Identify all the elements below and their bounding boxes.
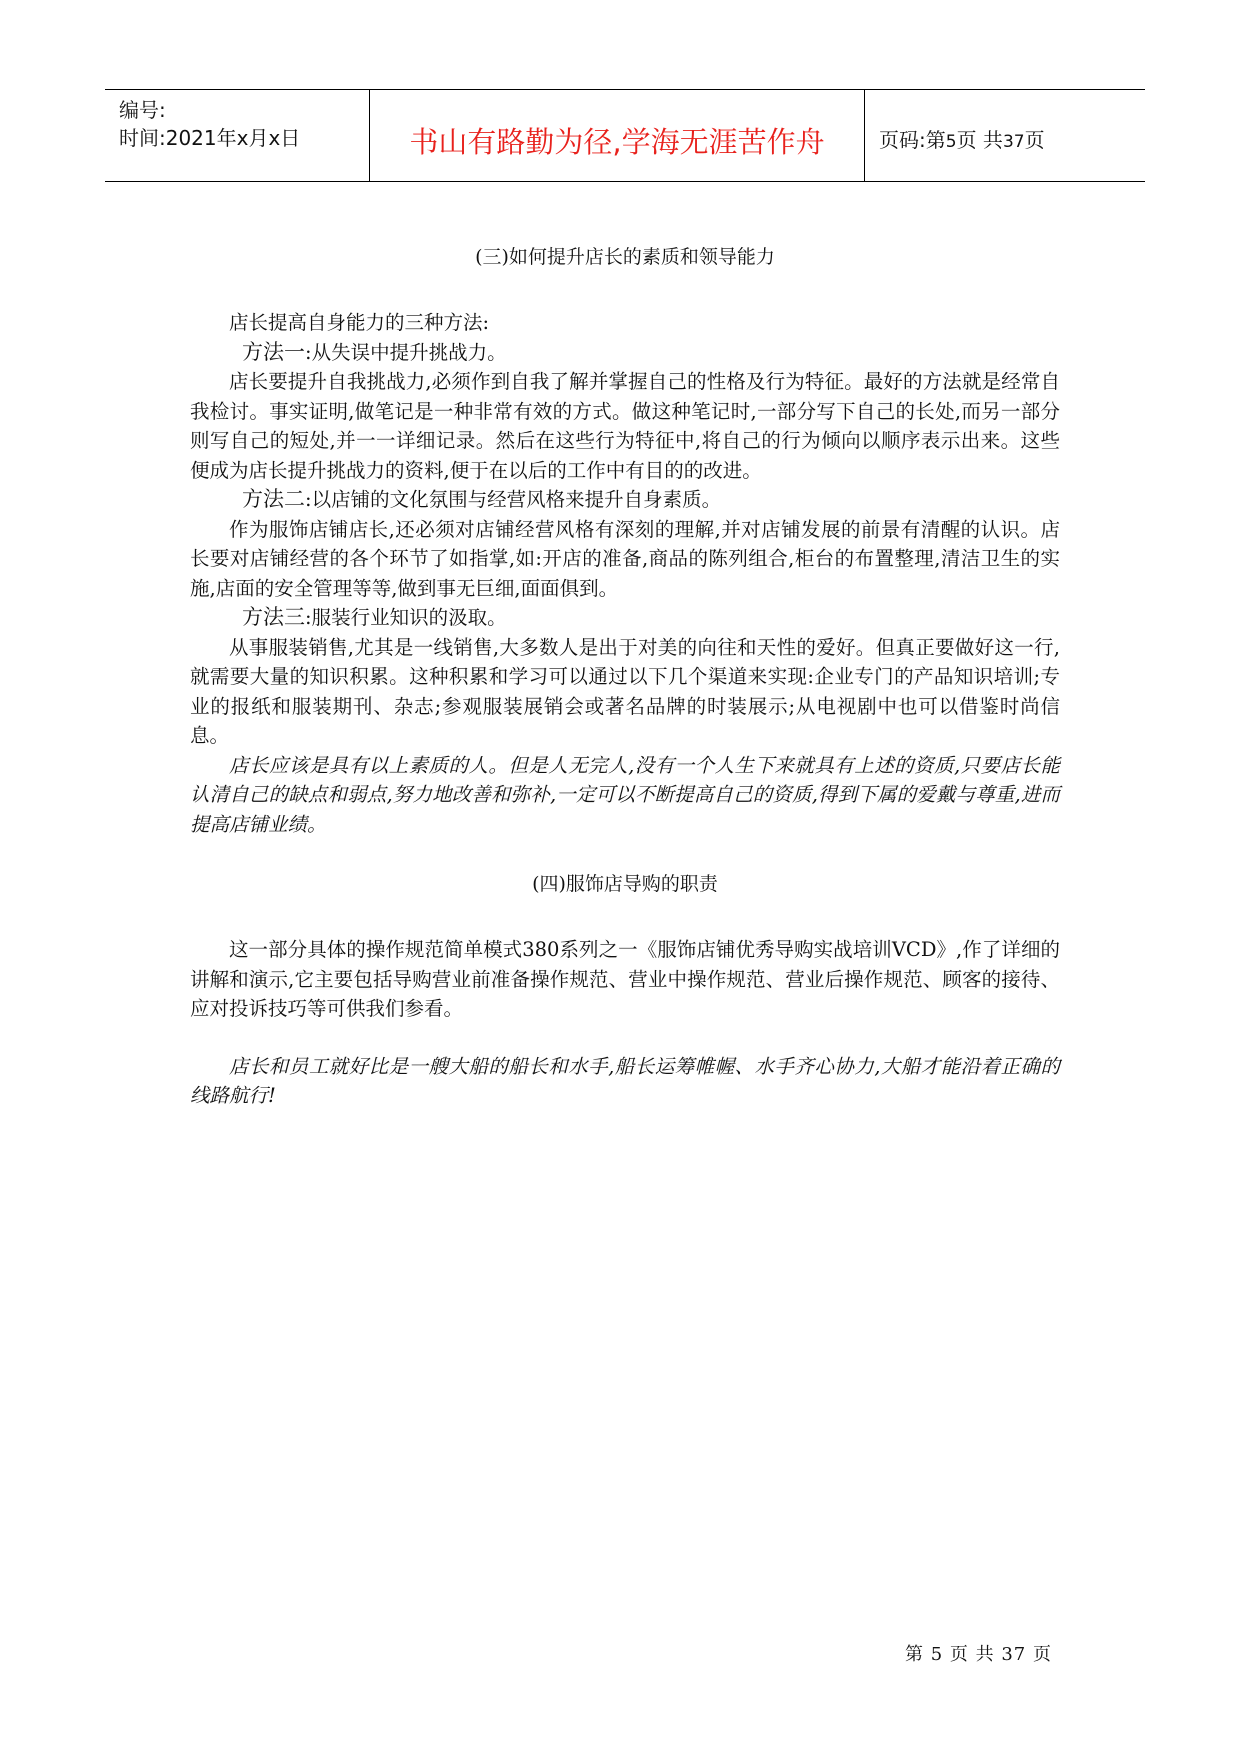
page-number: 5: [945, 132, 957, 152]
page-total: 37: [1002, 132, 1025, 152]
method-2-label: 方法二: [242, 487, 305, 511]
method-2-title: [190, 485, 1060, 515]
method-1-title: [190, 338, 1060, 368]
method-2-text: :以店铺的文化氛围与经营风格来提升自身素质。: [305, 488, 722, 511]
header-motto-cell: [370, 90, 865, 181]
method-1-paragraph: 店长要提升自我挑战力,必须作到自我了解并掌握自己的性格及行为特征。最好的方法就是经常自我检讨。事实证明,做笔记是一种非常有效的方式。做这种笔记时,一部分写下自己的长处,而另一部分则写自己的短处,并一一详细记录。然后在这些行为特征中,将自己的行为倾向以顺序表示出来。这些便成为店长提升挑战力的资料,便于在以后的工作中有目的的改进。: [190, 370, 1060, 482]
header-meta-cell: [105, 90, 370, 181]
page-mid: 页 共: [956, 128, 1003, 152]
page-suffix: 页: [1024, 128, 1045, 152]
document-header: [105, 89, 1145, 182]
method-3-label: 方法三: [242, 605, 305, 629]
duty-paragraph: 这一部分具体的操作规范简单模式380系列之一《服饰店铺优秀导购实战培训VCD》,作了详细的讲解和演示,它主要包括导购营业前准备操作规范、营业中操作规范、营业后操作规范、顾客的接待、应对投诉技巧等可供我们参看。: [190, 938, 1060, 1020]
serial-number-label: 编号:: [119, 98, 166, 122]
page-footer: 第 5 页 共 37 页: [905, 1644, 1052, 1665]
summary-paragraph: 店长应该是具有以上素质的人。但是人无完人,没有一个人生下来就具有上述的资质,只要店长能认清自己的缺点和弱点,努力地改善和弥补,一定可以不断提高自己的资质,得到下属的爱戴与尊重,进而提高店铺业绩。: [190, 753, 1060, 836]
method-3-text: :服装行业知识的汲取。: [305, 606, 507, 629]
closing-paragraph: 店长和员工就好比是一艘大船的船长和水手,船长运筹帷幄、水手齐心协力,大船才能沿着正确的线路航行!: [190, 1054, 1060, 1107]
header-page-cell: [865, 90, 1145, 181]
section-heading-4: (四)服饰店导购的职责: [532, 873, 718, 895]
motto-text: 书山有路勤为径,学海无涯苦作舟: [409, 125, 825, 159]
section-heading-3: (三)如何提升店长的素质和领导能力: [475, 246, 775, 268]
time-label: 时间:2021年x月x日: [119, 126, 301, 150]
method-1-text: :从失误中提升挑战力。: [305, 340, 507, 364]
page-info: [879, 124, 1045, 153]
methods-intro: 店长提高自身能力的三种方法:: [229, 311, 490, 334]
method-3-paragraph: 从事服装销售,尤其是一线销售,大多数人是出于对美的向往和天性的爱好。但真正要做好这一行,就需要大量的知识积累。这种积累和学习可以通过以下几个渠道来实现:企业专门的产品知识培训;专业的报纸和服装期刊、杂志;参观服装展销会或著名品牌的时装展示;从电视剧中也可以借鉴时尚信息。: [190, 635, 1060, 747]
method-3-title: [190, 603, 1060, 633]
document-body: [190, 240, 1060, 1111]
method-2-paragraph: 作为服饰店铺店长,还必须对店铺经营风格有深刻的理解,并对店铺发展的前景有清醒的认识。店长要对店铺经营的各个环节了如指掌,如:开店的准备,商品的陈列组合,柜台的布置整理,清洁卫生的实施,店面的安全管理等等,做到事无巨细,面面俱到。: [190, 517, 1060, 600]
page-prefix: 页码:第: [879, 128, 946, 152]
method-1-label: 方法一: [242, 339, 305, 364]
